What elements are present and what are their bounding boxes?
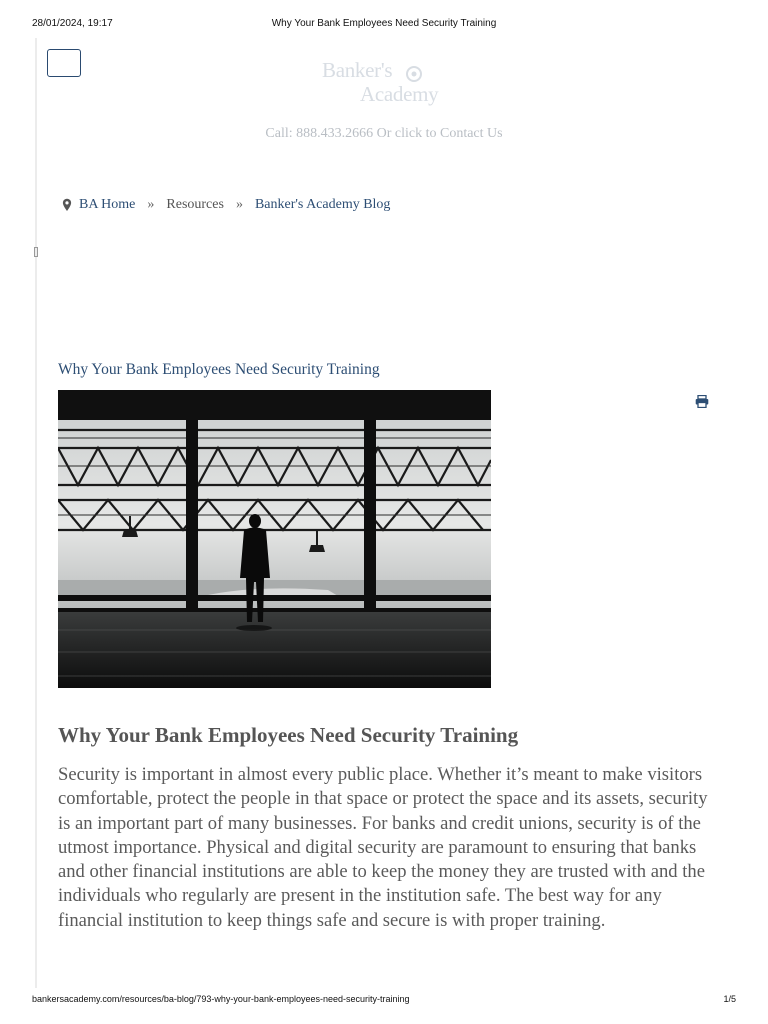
breadcrumb-blog-link[interactable]: Banker's Academy Blog bbox=[254, 197, 391, 212]
print-page-title: Why Your Bank Employees Need Security Training bbox=[271, 18, 497, 29]
print-footer bbox=[32, 994, 736, 1008]
print-datetime: 28/01/2024, 19:17 bbox=[32, 18, 113, 29]
contact-link[interactable]: Call: 888.433.2666 Or click to Contact Us bbox=[265, 126, 503, 141]
article-title-link[interactable]: Why Your Bank Employees Need Security Training bbox=[58, 361, 380, 378]
breadcrumb-home-link[interactable]: BA Home bbox=[79, 197, 136, 212]
print-page-number: 1/5 bbox=[723, 994, 736, 1004]
breadcrumb bbox=[62, 197, 390, 213]
map-marker-icon bbox=[62, 198, 72, 212]
print-header bbox=[32, 18, 736, 32]
article-hero-image bbox=[58, 390, 491, 688]
article-body-paragraph: Security is important in almost every public place. Whether it’s meant to make visitors comfortable, protect the people in that space or protect the space and its assets, security is an important part of many businesses. For banks and credit unions, security is of the utmost importance. Physical and digital security are paramount to ensuring that banks and other financial institutions are able to keep the money they are trusted with and the individuals who regularly are present in the institution safe. The best way for any financial institution to keep things safe and secure is with proper training. bbox=[58, 764, 708, 931]
site-logo[interactable] bbox=[318, 58, 458, 110]
breadcrumb-separator: » bbox=[147, 197, 155, 212]
logo-mark-icon bbox=[404, 64, 424, 84]
breadcrumb-separator: » bbox=[235, 197, 243, 212]
hero-photo-illustration bbox=[58, 390, 491, 688]
article-heading: Why Your Bank Employees Need Security Training bbox=[58, 723, 519, 747]
logo-text-line2: Academy bbox=[360, 82, 439, 106]
left-divider bbox=[35, 38, 37, 988]
printer-icon[interactable] bbox=[695, 395, 709, 408]
logo-text-line1: Banker's bbox=[322, 58, 393, 82]
missing-glyph-icon bbox=[34, 247, 38, 257]
menu-toggle-button[interactable] bbox=[47, 49, 81, 77]
breadcrumb-resources: Resources bbox=[166, 197, 224, 212]
print-url: bankersacademy.com/resources/ba-blog/793-why-your-bank-employees-need-security-training bbox=[32, 994, 410, 1004]
